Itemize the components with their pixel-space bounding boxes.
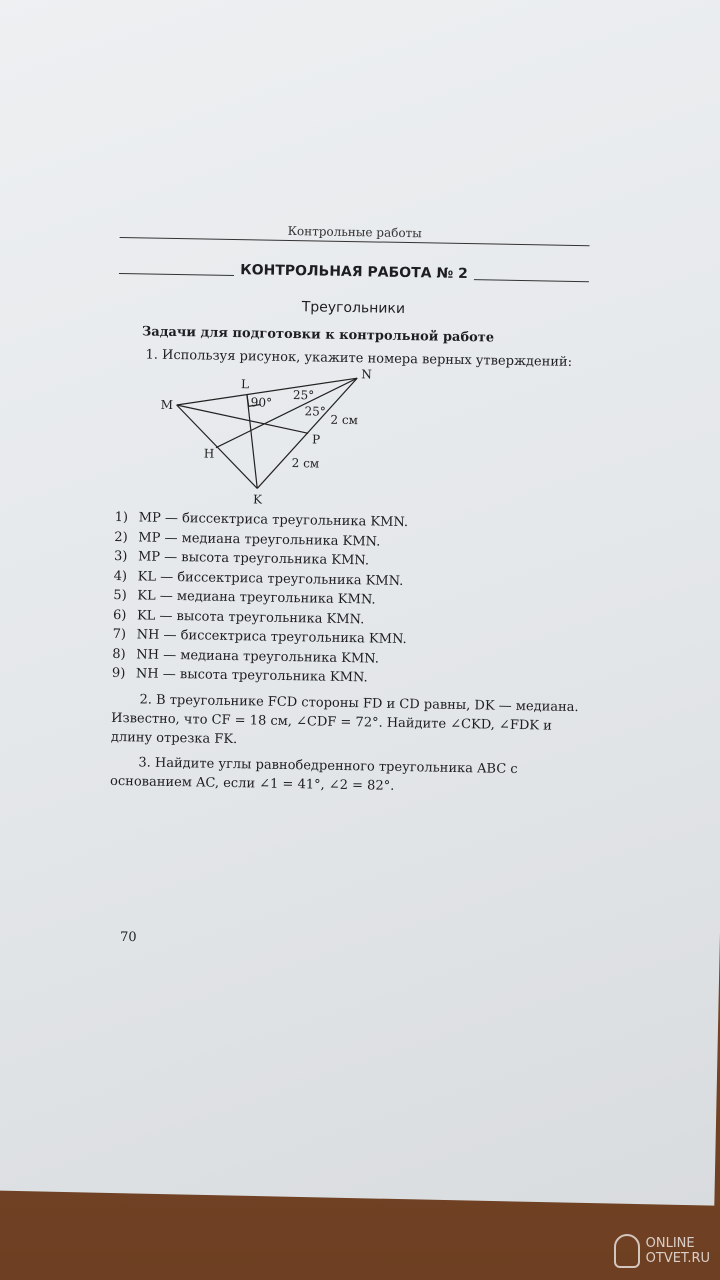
header-text: Контрольные работы	[287, 223, 422, 241]
page-content	[110, 215, 590, 799]
statement-item: 1) MP — биссектриса треугольника KMN.	[114, 509, 409, 531]
statement-item: 7) NH — биссектриса треугольника KMN.	[112, 626, 407, 648]
label-k: K	[252, 492, 263, 507]
watermark-line2: OTVET.RU	[645, 1251, 710, 1266]
label-segment-pk: 2 см	[291, 456, 320, 471]
label-m: M	[160, 397, 174, 412]
task-1-text: 1. Используя рисунок, укажите номера верных утверждений:	[145, 347, 573, 370]
statement-item: 5) KL — медиана треугольника KMN.	[113, 587, 376, 608]
label-angle-25a: 25°	[292, 388, 315, 403]
section-heading: Задачи для подготовки к контрольной работе	[141, 324, 495, 346]
title-rule-right	[474, 269, 589, 282]
label-l: L	[240, 377, 250, 392]
label-n: N	[361, 367, 372, 382]
label-angle-90: 90°	[250, 395, 273, 410]
task-2-text: 2. В треугольнике FCD стороны FD и CD равны, DK — медиана. Известно, что CF = 18 см, ∠CDF = 72°. Найдите ∠CKD, ∠FDK и длину отрезка FK.	[110, 691, 579, 747]
statement-item: 4) KL — биссектриса треугольника KMN.	[113, 568, 404, 589]
statement-list	[112, 508, 585, 692]
site-watermark	[614, 1234, 710, 1268]
watermark-text	[646, 1236, 710, 1266]
lightbulb-icon	[614, 1234, 640, 1268]
label-segment-np: 2 см	[330, 412, 359, 428]
triangle-diagram	[145, 365, 377, 509]
work-title: КОНТРОЛЬНАЯ РАБОТА № 2	[240, 262, 469, 283]
statement-item: 3) MP — высота треугольника KMN.	[113, 548, 370, 569]
watermark-line1: ONLINE	[645, 1236, 695, 1251]
label-angle-25b: 25°	[304, 404, 327, 419]
statement-item: 6) KL — высота треугольника KMN.	[112, 607, 365, 627]
statement-item: 9) NH — высота треугольника KMN.	[111, 665, 368, 686]
work-title-row	[119, 260, 589, 284]
triangle-figure	[145, 365, 377, 509]
statement-item: 2) MP — медиана треугольника KMN.	[114, 529, 381, 550]
title-rule-left	[119, 262, 234, 275]
statement-item: 8) NH — медиана треугольника KMN.	[112, 646, 380, 667]
topic-heading: Треугольники	[301, 299, 406, 317]
label-h: H	[203, 446, 215, 461]
label-p: P	[311, 432, 321, 447]
segment-mp	[176, 405, 308, 433]
task-3-text: 3. Найдите углы равнобедренного треугольника ABC с основанием AC, если ∠1 = 41°, ∠2 = 82°.	[109, 754, 518, 794]
page-number: 70	[119, 929, 137, 946]
